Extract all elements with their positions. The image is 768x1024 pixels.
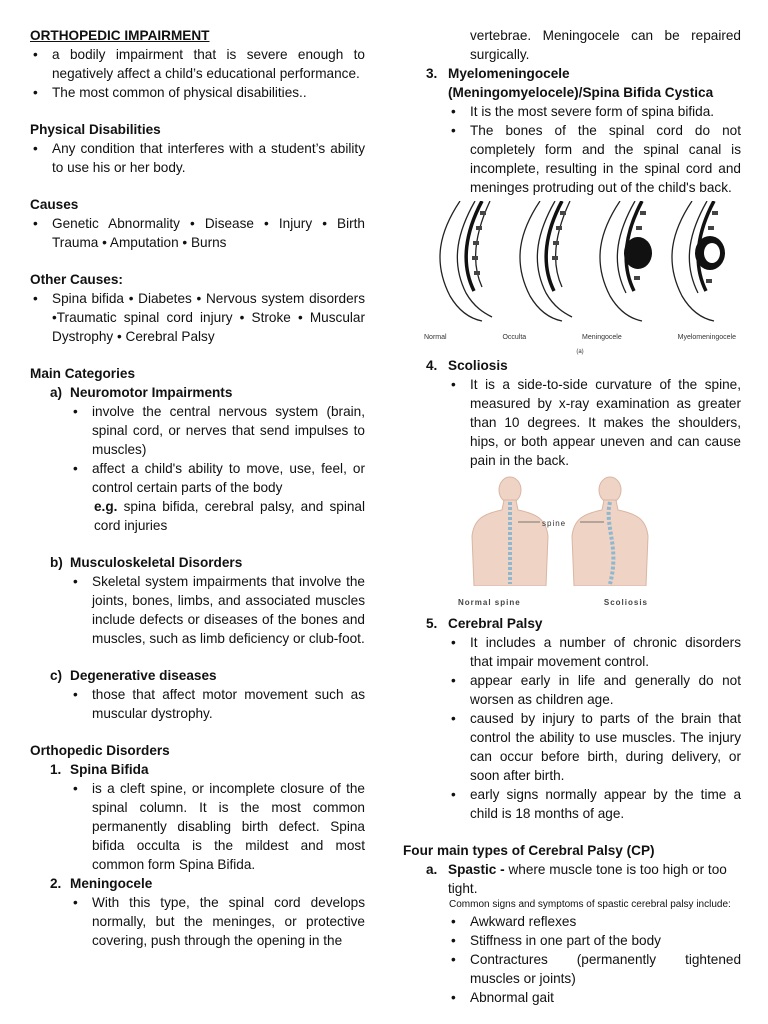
other-causes-heading: Other Causes: bbox=[30, 272, 123, 287]
category-b bbox=[30, 553, 365, 648]
category-c-label: c) bbox=[50, 668, 63, 683]
list-item: • Contractures (permanently tightened muscles or joints) bbox=[448, 950, 741, 988]
physical-bullets bbox=[30, 139, 365, 177]
causes-heading: Causes bbox=[30, 197, 79, 212]
cp-type-a-label: a. bbox=[426, 862, 438, 877]
page-title: ORTHOPEDIC IMPAIRMENT bbox=[30, 28, 210, 43]
cp-type-a-title: Spastic - bbox=[448, 862, 505, 877]
disorder-5-bullets bbox=[403, 633, 741, 823]
list-item: • early signs normally appear by the time a child is 18 months of age. bbox=[448, 785, 741, 823]
continued-text: vertebrae. Meningocele can be repaired surgically. bbox=[470, 28, 741, 62]
main-categories-heading: Main Categories bbox=[30, 366, 135, 381]
list-item: • Any condition that interferes with a student’s ability to use his or her body. bbox=[30, 139, 365, 177]
list-item: • With this type, the spinal cord develops normally, but the meninges, or protective covering, push through the opening in the bbox=[70, 893, 365, 950]
list-item: • Awkward reflexes bbox=[448, 912, 741, 931]
category-c-bullets bbox=[50, 685, 365, 723]
disorder-4-bullets bbox=[403, 375, 741, 470]
cp-type-a-text: where muscle tone is too high or too tight. bbox=[448, 862, 727, 896]
back-anatomy-illustration-icon bbox=[458, 476, 698, 586]
scoliosis-label: Scoliosis bbox=[603, 598, 648, 607]
ortho-disorders-heading: Orthopedic Disorders bbox=[30, 743, 170, 758]
list-item: • It is the most severe form of spina bifida. bbox=[448, 102, 741, 121]
list-item: • a bodily impairment that is severe enough to negatively affect a child’s educational performance. bbox=[30, 45, 365, 83]
category-b-bullets bbox=[50, 572, 365, 648]
category-c-title: Degenerative diseases bbox=[70, 668, 217, 683]
list-item: • It includes a number of chronic disorders that impair movement control. bbox=[448, 633, 741, 671]
disorder-4-title-text: Scoliosis bbox=[448, 358, 508, 373]
disorder-1 bbox=[30, 760, 365, 950]
disorder-3-title-line2: (Meningomyelocele)/Spina Bifida Cystica bbox=[448, 85, 714, 100]
cp-type-a-bullets bbox=[403, 912, 741, 1007]
disorder-3-bullets bbox=[403, 102, 741, 197]
caption-meningocele: Meningocele bbox=[582, 334, 622, 341]
spine-label: spine bbox=[542, 519, 567, 528]
disorder-5-title bbox=[403, 614, 741, 633]
cp-sub-note: Common signs and symptoms of spastic cerebral palsy include: bbox=[449, 899, 731, 910]
causes-bullets bbox=[30, 214, 365, 252]
scoliosis-figure bbox=[458, 476, 698, 612]
disorder-4-title bbox=[403, 356, 741, 375]
list-item: • Abnormal gait bbox=[448, 988, 741, 1007]
title-bullets bbox=[30, 45, 365, 102]
spina-bifida-figure bbox=[420, 201, 740, 362]
disorder-3-title-line1: Myelomeningocele bbox=[448, 66, 570, 81]
category-a bbox=[30, 383, 365, 497]
disorder-4-label: 4. bbox=[426, 358, 438, 373]
list-item: • is a cleft spine, or incomplete closure of the spinal column. It is the most common permanently disabling birth defect. Spina bifida occulta is the mildest and most common form Spina Bifida. bbox=[70, 779, 365, 874]
spine-illustration-icon bbox=[420, 201, 740, 323]
category-a-example bbox=[30, 497, 365, 535]
category-a-title: Neuromotor Impairments bbox=[70, 385, 233, 400]
list-item: • The most common of physical disabilities.. bbox=[30, 83, 365, 102]
disorder-3-title bbox=[403, 64, 741, 102]
cp-type-a bbox=[403, 860, 741, 898]
list-item: • those that affect motor movement such as muscular dystrophy. bbox=[70, 685, 365, 723]
disorder-3-label: 3. bbox=[426, 66, 438, 81]
physical-heading: Physical Disabilities bbox=[30, 122, 161, 137]
list-item: • Stiffness in one part of the body bbox=[448, 931, 741, 950]
list-item: • Skeletal system impairments that involve the joints, bones, limbs, and associated muscles include defects or diseases of the bones and muscles, such as limb deficiency or club-foot. bbox=[70, 572, 365, 648]
list-item: • appear early in life and generally do not worsen as children age. bbox=[448, 671, 741, 709]
disorder-5-label: 5. bbox=[426, 616, 438, 631]
disorder-5-title-text: Cerebral Palsy bbox=[448, 616, 543, 631]
category-b-title: Musculoskeletal Disorders bbox=[70, 555, 243, 570]
category-a-bullets bbox=[50, 402, 365, 497]
cp-types-heading: Four main types of Cerebral Palsy (CP) bbox=[403, 843, 655, 858]
disorder-2-label: 2. bbox=[50, 876, 62, 891]
disorder-2-bullets bbox=[50, 893, 365, 950]
caption-normal: Normal bbox=[424, 334, 447, 341]
right-column bbox=[403, 26, 741, 1007]
scoliosis-captions bbox=[458, 593, 648, 612]
list-item: • affect a child's ability to move, use, feel, or control certain parts of the body bbox=[70, 459, 365, 497]
disorder-1-label: 1. bbox=[50, 762, 62, 777]
list-item: • Genetic Abnormality • Disease • Injury • Birth Trauma • Amputation • Burns bbox=[30, 214, 365, 252]
category-a-label: a) bbox=[50, 385, 63, 400]
disorder-1-bullets bbox=[50, 779, 365, 874]
example-text: spina bifida, cerebral palsy, and spinal cord injuries bbox=[94, 499, 365, 533]
category-c bbox=[30, 666, 365, 723]
list-item: • The bones of the spinal cord do not completely form and the spinal canal is incomplete, resulting in the spinal cord and meninges protruding out of the child's back. bbox=[448, 121, 741, 197]
example-label: e.g. bbox=[94, 499, 118, 514]
disorder-2-title: Meningocele bbox=[70, 876, 153, 891]
normal-spine-label: Normal spine bbox=[458, 598, 521, 607]
caption-myelomeningocele: Myelomeningocele bbox=[677, 334, 736, 341]
disorder-1-title: Spina Bifida bbox=[70, 762, 149, 777]
left-column bbox=[30, 26, 365, 950]
figure-tag-text: (a) bbox=[576, 349, 584, 355]
list-item: • involve the central nervous system (brain, spinal cord, or nerves that send impulses to muscles) bbox=[70, 402, 365, 459]
caption-occulta: Occulta bbox=[502, 334, 527, 341]
list-item: • Spina bifida • Diabetes • Nervous system disorders •Traumatic spinal cord injury • Stroke • Muscular Dystrophy • Cerebral Palsy bbox=[30, 289, 365, 346]
list-item: • It is a side-to-side curvature of the spine, measured by x-ray examination as greater than 10 degrees. It makes the shoulders, hips, or both appear uneven and can cause pain in the back. bbox=[448, 375, 741, 470]
list-item: • caused by injury to parts of the brain that control the ability to use muscles. The injury can occur before birth, during delivery, or soon after birth. bbox=[448, 709, 741, 785]
other-causes-bullets bbox=[30, 289, 365, 346]
category-b-label: b) bbox=[50, 555, 63, 570]
